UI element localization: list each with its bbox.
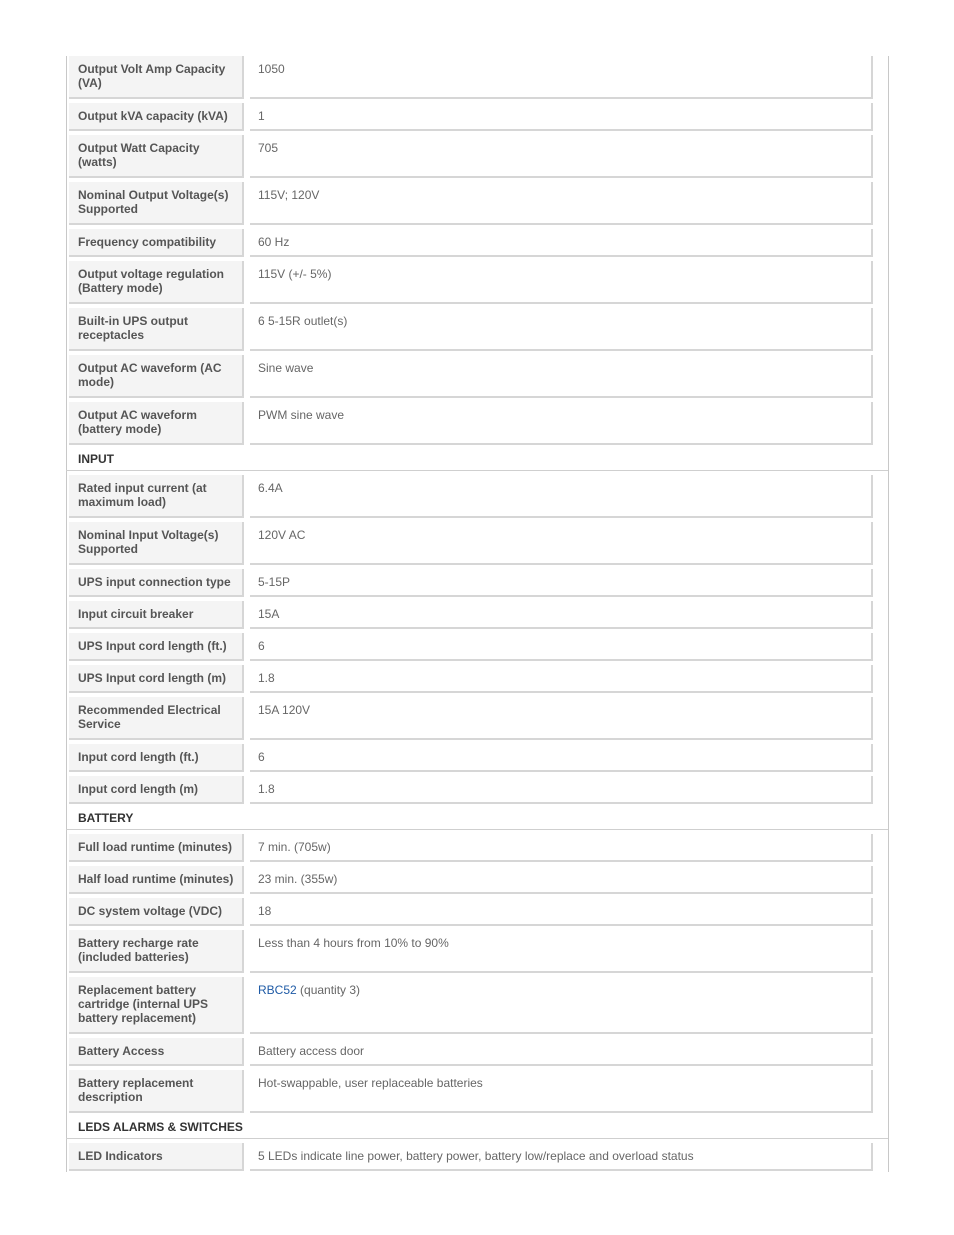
spec-row (66, 1143, 888, 1171)
rbc52-link[interactable]: RBC52 (258, 983, 297, 997)
spec-value: 15A 120V (250, 697, 873, 740)
spec-row (66, 182, 888, 225)
spec-row (66, 744, 888, 772)
section-header-leds: LEDS ALARMS & SWITCHES (66, 1115, 888, 1139)
spec-row (66, 308, 888, 351)
spec-row (66, 834, 888, 862)
section-header-input: INPUT (66, 447, 888, 471)
spec-value: 23 min. (355w) (250, 866, 873, 894)
section-header-battery: BATTERY (66, 806, 888, 830)
spec-value: 60 Hz (250, 229, 873, 257)
spec-row (66, 56, 888, 99)
spec-value: Hot-swappable, user replaceable batteries (250, 1070, 873, 1113)
spec-row (66, 633, 888, 661)
spec-row (66, 402, 888, 445)
spec-value: PWM sine wave (250, 402, 873, 445)
spec-label: Output kVA capacity (kVA) (69, 103, 244, 131)
spec-value: 1.8 (250, 776, 873, 804)
spec-label: Nominal Output Voltage(s) Supported (69, 182, 244, 225)
spec-value: 1 (250, 103, 873, 131)
spec-label: Nominal Input Voltage(s) Supported (69, 522, 244, 565)
spec-row (66, 776, 888, 804)
spec-value: 18 (250, 898, 873, 926)
spec-label: Built-in UPS output receptacles (69, 308, 244, 351)
spec-row (66, 475, 888, 518)
spec-row (66, 697, 888, 740)
spec-row (66, 229, 888, 257)
spec-value: 7 min. (705w) (250, 834, 873, 862)
spec-value: 5-15P (250, 569, 873, 597)
spec-label: Input cord length (m) (69, 776, 244, 804)
spec-label: Battery recharge rate (included batteries) (69, 930, 244, 973)
spec-value: 6.4A (250, 475, 873, 518)
spec-label: Rated input current (at maximum load) (69, 475, 244, 518)
spec-value: 6 5-15R outlet(s) (250, 308, 873, 351)
spec-label: Output AC waveform (AC mode) (69, 355, 244, 398)
spec-row (66, 103, 888, 131)
spec-label: UPS Input cord length (m) (69, 665, 244, 693)
spec-row (66, 601, 888, 629)
spec-value: 6 (250, 633, 873, 661)
spec-row (66, 930, 888, 973)
spec-label: Replacement battery cartridge (internal UPS battery replacement) (69, 977, 244, 1034)
spec-value: 705 (250, 135, 873, 178)
spec-value: 1.8 (250, 665, 873, 693)
spec-row (66, 977, 888, 1034)
spec-label: Output voltage regulation (Battery mode) (69, 261, 244, 304)
spec-row (66, 1070, 888, 1113)
spec-label: Input circuit breaker (69, 601, 244, 629)
spec-row (66, 665, 888, 693)
spec-value: 115V (+/- 5%) (250, 261, 873, 304)
spec-value: 115V; 120V (250, 182, 873, 225)
spec-label: Output Watt Capacity (watts) (69, 135, 244, 178)
spec-row (66, 135, 888, 178)
spec-label: UPS Input cord length (ft.) (69, 633, 244, 661)
spec-label: Battery replacement description (69, 1070, 244, 1113)
spec-label: Input cord length (ft.) (69, 744, 244, 772)
spec-label: Battery Access (69, 1038, 244, 1066)
spec-value: 5 LEDs indicate line power, battery power, battery low/replace and overload status (250, 1143, 873, 1171)
spec-value: Battery access door (250, 1038, 873, 1066)
spec-value: 15A (250, 601, 873, 629)
spec-row (66, 866, 888, 894)
quantity-text: (quantity 3) (296, 983, 361, 997)
spec-label: Frequency compatibility (69, 229, 244, 257)
spec-value: Sine wave (250, 355, 873, 398)
spec-value: 1050 (250, 56, 873, 99)
spec-value: Less than 4 hours from 10% to 90% (250, 930, 873, 973)
spec-label: Recommended Electrical Service (69, 697, 244, 740)
spec-value: 120V AC (250, 522, 873, 565)
spec-row (66, 569, 888, 597)
spec-label: DC system voltage (VDC) (69, 898, 244, 926)
spec-label: UPS input connection type (69, 569, 244, 597)
spec-value (250, 977, 873, 1034)
spec-label: Half load runtime (minutes) (69, 866, 244, 894)
spec-row (66, 898, 888, 926)
spec-label: LED Indicators (69, 1143, 244, 1171)
spec-row (66, 355, 888, 398)
spec-row (66, 522, 888, 565)
spec-row (66, 261, 888, 304)
spec-row (66, 1038, 888, 1066)
spec-label: Output Volt Amp Capacity (VA) (69, 56, 244, 99)
spec-label: Full load runtime (minutes) (69, 834, 244, 862)
spec-label: Output AC waveform (battery mode) (69, 402, 244, 445)
spec-value: 6 (250, 744, 873, 772)
spec-sheet (66, 56, 888, 1175)
